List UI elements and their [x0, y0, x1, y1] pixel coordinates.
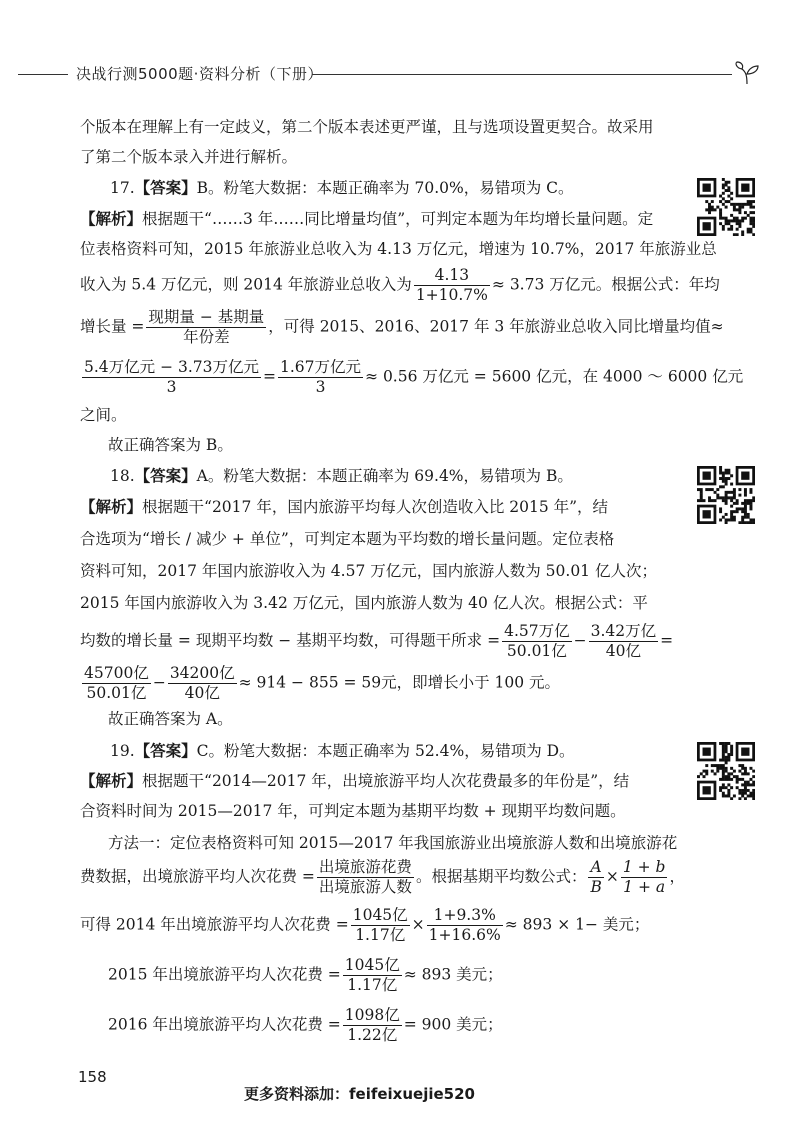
text-run: ×: [411, 915, 425, 934]
text-run: 可得 2014 年出境旅游平均人次花费 =: [80, 915, 349, 934]
answer-tag: 【答案】: [134, 178, 197, 197]
q18-analysis-line: [80, 496, 608, 518]
denominator: 1.17亿: [347, 976, 398, 994]
paragraph-line-formula: [80, 308, 724, 347]
paragraph-line: 方法一：定位表格资料可知 2015—2017 年我国旅游业出境旅游人数和出境旅游花: [108, 834, 678, 852]
analysis-tag: 【解析】: [80, 771, 143, 790]
q19-answer-line: [110, 740, 575, 762]
fraction: [82, 358, 261, 397]
numerator: 出境旅游花费: [318, 858, 412, 876]
fraction: [317, 858, 414, 897]
paragraph-line-formula: [80, 858, 685, 897]
page-number: 158: [78, 1068, 107, 1086]
paragraph-line: 之间。: [80, 406, 127, 424]
text-run: 增长量 =: [80, 317, 145, 336]
denominator: B: [590, 878, 602, 896]
paragraph-line: 位表格资料可知，2015 年旅游业总收入为 4.13 万亿元，增速为 10.7%，2017 年旅游业总: [80, 240, 717, 258]
text-run: 均数的增长量 = 现期平均数 − 基期平均数，可得题干所求 =: [80, 631, 501, 650]
text-run: −: [152, 673, 166, 692]
q19-analysis-line: [80, 770, 629, 792]
numerator: A: [588, 858, 603, 878]
text-run: 收入为 5.4 万亿元，则 2014 年旅游业总收入为: [80, 275, 412, 294]
denominator: 1.22亿: [347, 1026, 398, 1044]
header-rule-right: [312, 74, 732, 75]
answer-conclusion: 故正确答案为 A。: [108, 710, 233, 728]
text-run: ≈ 914 − 855 = 59元，即增长小于 100 元。: [238, 673, 561, 692]
text-run: 2016 年出境旅游平均人次花费 =: [108, 1015, 341, 1034]
answer-text: B。粉笔大数据：本题正确率为 70.0%，易错项为 C。: [196, 179, 574, 197]
qr-code-icon[interactable]: [697, 178, 755, 236]
fraction: [621, 858, 668, 897]
denominator: 年份差: [183, 328, 230, 346]
analysis-tag: 【解析】: [80, 497, 143, 516]
numerator: 34200亿: [169, 664, 235, 682]
fraction: [82, 664, 151, 703]
paragraph-line-formula: [80, 358, 743, 397]
text-run: ≈ 3.73 万亿元。根据公式：年均: [491, 275, 720, 294]
analysis-tag: 【解析】: [80, 209, 143, 228]
question-number: 18.: [110, 467, 135, 485]
paragraph-line-formula: [80, 266, 720, 305]
fraction: [351, 906, 410, 945]
denominator: 40亿: [184, 684, 220, 702]
answer-tag: 【答案】: [134, 466, 197, 485]
denominator: 出境旅游人数: [318, 878, 412, 896]
denominator: 40亿: [605, 642, 641, 660]
text-run: ，可得 2015、2016、2017 年 3 年旅游业总收入同比增量均值≈: [268, 317, 724, 336]
paragraph-line: 了第二个版本录入并进行解析。: [80, 148, 298, 166]
answer-tag: 【答案】: [134, 741, 197, 760]
denominator: 1+10.7%: [415, 286, 488, 304]
numerator: 1.67万亿元: [280, 358, 362, 376]
denominator: 50.01亿: [86, 684, 147, 702]
fraction: [427, 906, 503, 945]
numerator: 1 + b: [622, 858, 666, 876]
text-run: ≈ 893 × 1− 美元；: [504, 915, 650, 934]
header-title: 决战行测5000题·资料分析（下册）: [76, 65, 323, 83]
answer-text: A。粉笔大数据：本题正确率为 69.4%，易错项为 B。: [196, 467, 573, 485]
fraction: [589, 622, 659, 661]
numerator: 4.57万亿: [504, 622, 570, 640]
numerator: 1045亿: [352, 906, 408, 924]
paragraph-line: 个版本在理解上有一定歧义，第二个版本表述更严谨，且与选项设置更契合。故采用: [80, 118, 654, 136]
question-number: 19.: [110, 742, 135, 760]
fraction: [343, 956, 402, 995]
q18-answer-line: [110, 465, 573, 487]
paragraph-line: 合选项为“增长 / 减少 + 单位”，可判定本题为平均数的增长量问题。定位表格: [80, 530, 615, 548]
header-rule-left: [18, 74, 68, 75]
fraction: [278, 358, 363, 397]
paragraph-line-formula: [80, 664, 560, 703]
numerator: 3.42万亿: [590, 622, 657, 640]
text-run: 费数据，出境旅游平均人次花费 =: [80, 867, 315, 886]
text-run: −: [573, 631, 587, 650]
analysis-text: 根据题干“2014—2017 年，出境旅游平均人次花费最多的年份是”，结: [142, 772, 630, 790]
numerator: 45700亿: [84, 664, 149, 682]
denominator: 3: [166, 378, 177, 396]
denominator: 1.17亿: [355, 926, 406, 944]
question-number: 17.: [110, 179, 135, 197]
fraction: [146, 308, 266, 347]
q17-analysis-line: [80, 208, 653, 230]
analysis-text: 根据题干“……3 年……同比增量均值”，可判定本题为年均增长量问题。定: [142, 210, 654, 228]
answer-conclusion: 故正确答案为 B。: [108, 436, 233, 454]
paragraph-line: 2015 年国内旅游收入为 3.42 万亿元，国内旅游人数为 40 亿人次。根据公式：平: [80, 594, 648, 612]
footer-note: 更多资料添加：feifeixuejie520: [244, 1085, 475, 1103]
qr-code-icon[interactable]: [697, 466, 755, 524]
denominator: 3: [315, 378, 326, 396]
text-run: 2015 年出境旅游平均人次花费 =: [108, 965, 341, 984]
paragraph-line-formula: [108, 1006, 503, 1045]
q17-answer-line: [110, 177, 574, 199]
paragraph-line-formula: [80, 622, 673, 661]
numerator: 现期量 − 基期量: [148, 308, 265, 326]
text-run: ≈ 0.56 万亿元 = 5600 亿元，在 4000 ～ 6000 亿元: [365, 367, 744, 386]
analysis-text: 根据题干“2017 年，国内旅游平均每人次创造收入比 2015 年”，结: [142, 498, 609, 516]
text-run: =: [263, 367, 277, 386]
numerator: 4.13: [414, 266, 490, 286]
denominator: 50.01亿: [506, 642, 567, 660]
text-run: = 900 美元；: [403, 1015, 503, 1034]
text-run: 。根据基期平均数公式：: [415, 867, 587, 886]
denominator: 1 + a: [623, 878, 666, 896]
paragraph-line: 合资料时间为 2015—2017 年，可判定本题为基期平均数 + 现期平均数问题。: [80, 802, 626, 820]
leaf-icon: [734, 60, 760, 86]
fraction: [414, 266, 490, 305]
numerator: 5.4万亿元 − 3.73万亿元: [84, 358, 260, 376]
answer-text: C。粉笔大数据：本题正确率为 52.4%，易错项为 D。: [196, 742, 575, 760]
text-run: ×: [605, 867, 619, 886]
fraction: [588, 858, 603, 897]
text-run: ≈ 893 美元；: [403, 965, 503, 984]
paragraph-line: 资料可知，2017 年国内旅游收入为 4.57 万亿元，国内旅游人数为 50.01 亿人次；: [80, 562, 657, 580]
text-run: =: [660, 631, 674, 650]
qr-code-icon[interactable]: [697, 742, 755, 800]
denominator: 1+16.6%: [428, 926, 501, 944]
fraction: [168, 664, 237, 703]
running-header: [0, 60, 800, 90]
fraction: [343, 1006, 402, 1045]
numerator: 1098亿: [344, 1006, 400, 1024]
paragraph-line-formula: [108, 956, 503, 995]
numerator: 1045亿: [344, 956, 400, 974]
paragraph-line-formula: [80, 906, 649, 945]
fraction: [502, 622, 572, 661]
numerator: 1+9.3%: [427, 906, 503, 926]
text-run: ，: [669, 867, 685, 886]
